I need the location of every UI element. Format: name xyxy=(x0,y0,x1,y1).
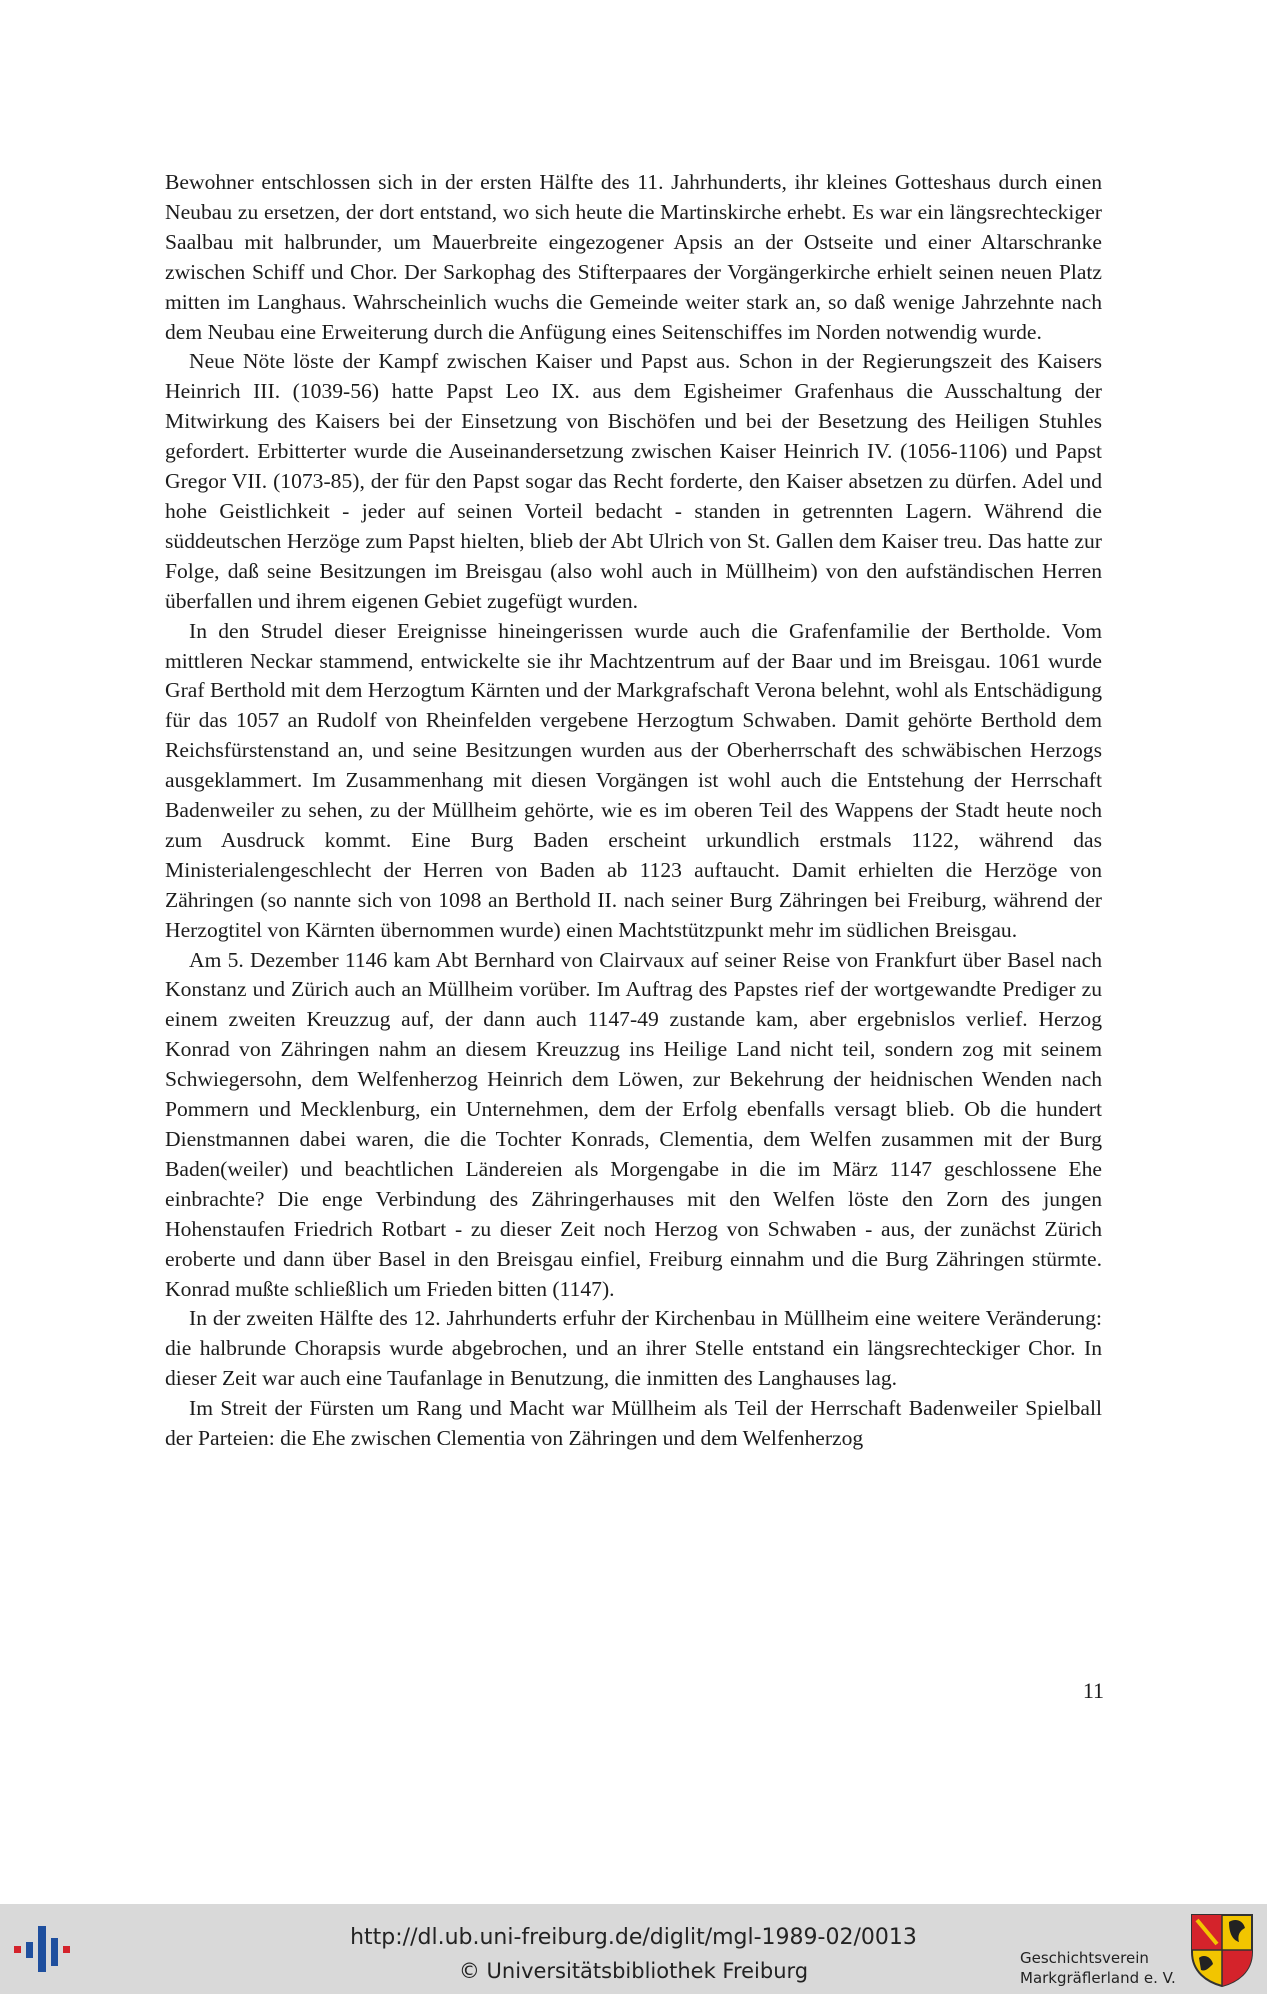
paragraph: Am 5. Dezember 1146 kam Abt Bernhard von Clairvaux auf seiner Reise von Frankfurt über Basel nach Konstanz und Zürich auch an Müllheim vorüber. Im Auftrag des Papstes rief der wortgewandte Prediger zu einem zweiten Kreuzzug auf, der dann auch 1147-49 zustande kam, aber ergebnislos verlief. Herzog Konrad von Zähringen nahm an diesem Kreuzzug ins Heilige Land nicht teil, sondern zog mit seinem Schwiegersohn, dem Welfenherzog Heinrich dem Löwen, zur Bekehrung der heidnischen Wenden nach Pommern und Mecklenburg, ein Unternehmen, dem der Erfolg ebenfalls versagt blieb. Ob die hundert Dienstmannen dabei waren, die die Tochter Konrads, Clementia, dem Welfen zusammen mit der Burg Baden(weiler) und beachtlichen Ländereien als Morgengabe in die im März 1147 geschlossene Ehe einbrachte? Die enge Verbindung des Zähringerhauses mit den Welfen löste den Zorn des jungen Hohenstaufen Friedrich Rotbart - zu dieser Zeit noch Herzog von Schwaben - aus, der zunächst Zürich eroberte und dann über Basel in den Breisgau einfiel, Freiburg einnahm und die Burg Zähringen stürmte. Konrad mußte schließlich um Frieden bitten (1147). xyxy=(165,947,1102,1301)
society-name xyxy=(1020,1948,1190,1988)
paragraph: Im Streit der Fürsten um Rang und Macht war Müllheim als Teil der Herrschaft Badenweiler Spielball der Parteien: die Ehe zwischen Clementia von Zähringen und dem Welfenherzog xyxy=(165,1396,1102,1451)
paragraph: In der zweiten Hälfte des 12. Jahrhunderts erfuhr der Kirchenbau in Müllheim eine weitere Veränderung: die halbrunde Chorapsis wurde abgebrochen, und an ihrer Stelle entstand ein längsrechteckiger Chor. In dieser Zeit war auch eine Taufanlage in Benutzung, die inmitten des Langhauses lag. xyxy=(165,1306,1102,1391)
paragraph: Bewohner entschlossen sich in der ersten Hälfte des 11. Jahrhunderts, ihr kleines Gotteshaus durch einen Neubau zu ersetzen, der dort entstand, wo sich heute die Martinskirche erhebt. Es war ein längsrechteckiger Saalbau mit halbrunder, um Mauerbreite eingezogener Apsis an der Ostseite und einer Altarschranke zwischen Schiff und Chor. Der Sarkophag des Stifterpaares der Vorgängerkirche erhielt seinen neuen Platz mitten im Langhaus. Wahrscheinlich wuchs die Gemeinde weiter stark an, so daß wenige Jahrzehnte nach dem Neubau eine Erweiterung durch die Anfügung eines Seitenschiffes im Norden notwendig wurde. xyxy=(165,170,1102,344)
paragraph: Neue Nöte löste der Kampf zwischen Kaiser und Papst aus. Schon in der Regierungszeit des Kaisers Heinrich III. (1039-56) hatte Papst Leo IX. aus dem Egisheimer Grafenhaus die Ausschaltung der Mitwirkung des Kaisers bei der Einsetzung von Bischöfen und bei der Besetzung des Heiligen Stuhles gefordert. Erbitterter wurde die Auseinandersetzung zwischen Kaiser Heinrich IV. (1056-1106) und Papst Gregor VII. (1073-85), der für den Papst sogar das Recht forderte, den Kaiser absetzen zu dürfen. Adel und hohe Geistlichkeit - jeder auf seinen Vorteil bedacht - standen in getrennten Lagern. Während die süddeutschen Herzöge zum Papst hielten, blieb der Abt Ulrich von St. Gallen dem Kaiser treu. Das hatte zur Folge, daß seine Besitzungen im Breisgau (also wohl auch in Müllheim) von den aufständischen Herren überfallen und ihrem eigenen Gebiet zugefügt wurden. xyxy=(165,349,1102,613)
society-line: Markgräflerland e. V. xyxy=(1020,1969,1176,1987)
society-line: Geschichtsverein xyxy=(1020,1949,1149,1967)
paragraph: In den Strudel dieser Ereignisse hineingerissen wurde auch die Grafenfamilie der Bertholde. Vom mittleren Neckar stammend, entwickelte sie ihr Machtzentrum auf der Baar und im Breisgau. 1061 wurde Graf Berthold mit dem Herzogtum Kärnten und der Markgrafschaft Verona belehnt, wohl als Entschädigung für das 1057 an Rudolf von Rheinfelden vergebene Herzogtum Schwaben. Damit gehörte Berthold dem Reichsfürstenstand an, und seine Besitzungen wurden aus der Oberherrschaft des schwäbischen Herzogs ausgeklammert. Im Zusammenhang mit diesen Vorgängen ist wohl auch die Entstehung der Herrschaft Badenweiler zu sehen, zu der Müllheim gehörte, wie es im oberen Teil des Wappens der Stadt heute noch zum Ausdruck kommt. Eine Burg Baden erscheint urkundlich erstmals 1122, während das Ministerialengeschlecht der Herren von Baden ab 1123 auftaucht. Damit erhielten die Herzöge von Zähringen (so nannte sich von 1098 an Berthold II. nach seiner Burg Zähringen bei Freiburg, während der Herzogtitel von Kärnten übernommen wurde) einen Machtstützpunkt mehr im südlichen Breisgau. xyxy=(165,618,1102,942)
coat-of-arms-icon xyxy=(1189,1912,1255,1988)
page-number: 11 xyxy=(1082,1678,1104,1703)
page-body xyxy=(165,168,1102,1454)
footer-bar xyxy=(0,1904,1267,1994)
footer-copyright: © Universitätsbibliothek Freiburg xyxy=(458,1959,809,1983)
footer-url-link[interactable]: http://dl.ub.uni-freiburg.de/diglit/mgl-1989-02/0013 xyxy=(350,1925,917,1950)
